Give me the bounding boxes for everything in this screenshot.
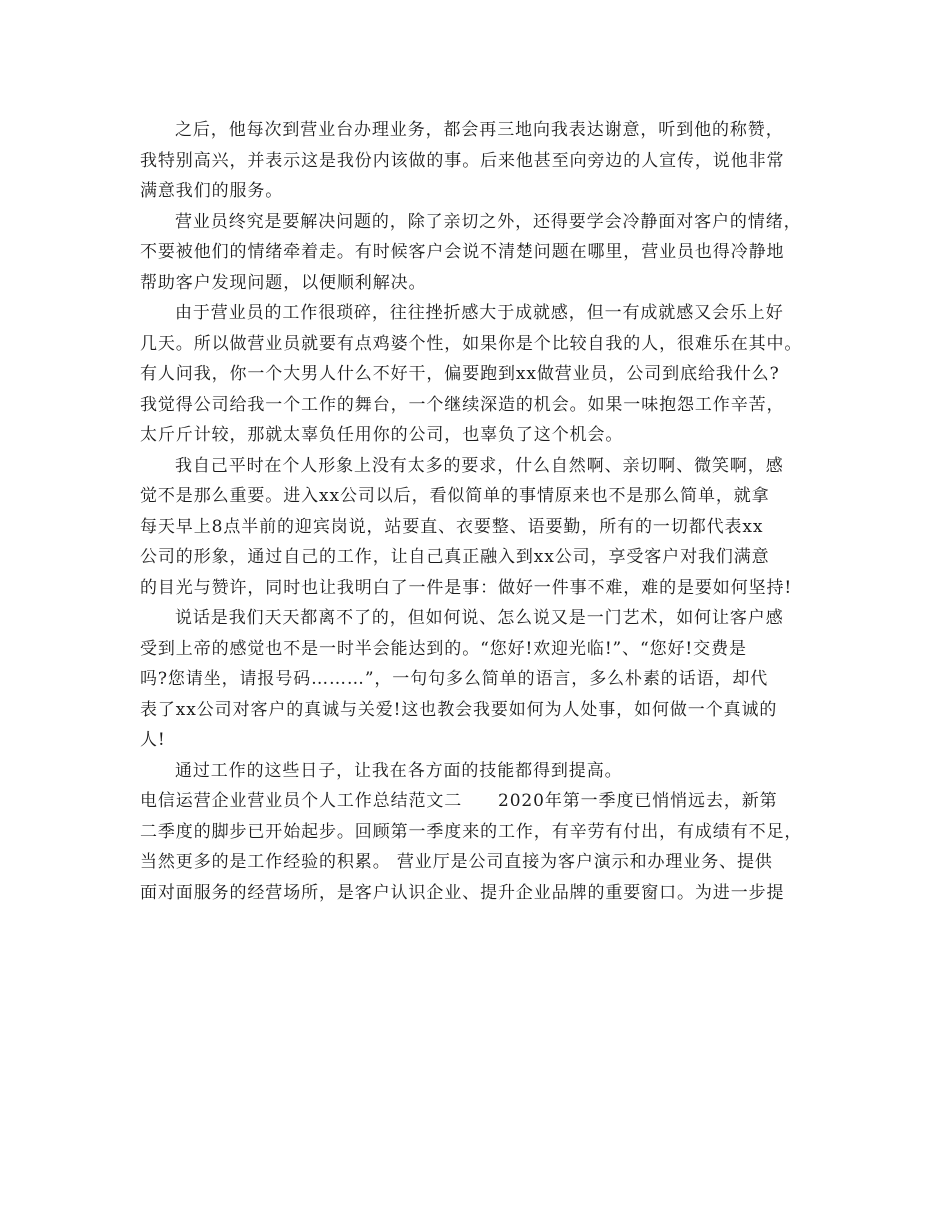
text-line: 吗?您请坐，请报号码………”，一句句多么简单的语言，多么朴素的话语，却代 [140, 669, 769, 689]
text-line: 人! [140, 730, 166, 750]
text-line: 太斤斤计较，那就太辜负任用你的公司，也辜负了这个机会。 [140, 425, 624, 445]
text-line: 受到上帝的感觉也不是一时半会能达到的。“您好!欢迎光临!”、“您好!交费是 [140, 638, 747, 659]
text-line: 通过工作的这些日子，让我在各方面的技能都得到提高。 [175, 760, 623, 781]
text-line: 营业员终究是要解决问题的，除了亲切之外，还得要学会冷静面对客户的情绪， [175, 211, 802, 232]
text-line: 说话是我们天天都离不了的，但如何说、怎么说又是一门艺术，如何让客户感 [175, 608, 784, 628]
text-line: 当然更多的是工作经验的积累。 营业厅是公司直接为客户演示和办理业务、提供 [140, 852, 773, 872]
text-line: 我自己平时在个人形象上没有太多的要求，什么自然啊、亲切啊、微笑啊，感 [175, 455, 784, 476]
text-line: 满意我们的服务。 [140, 181, 284, 201]
text-line: 每天早上8点半前的迎宾岗说，站要直、衣要整、语要勤，所有的一切都代表xx [140, 516, 764, 537]
text-line: 由于营业员的工作很琐碎，往往挫折感大于成就感，但一有成就感又会乐上好 [175, 303, 784, 323]
text-line: 表了xx公司对客户的真诚与关爱!这也教会我要如何为人处事，如何做一个真诚的 [140, 699, 778, 720]
text-line: 面对面服务的经营场所，是客户认识企业、提升企业品牌的重要窗口。为进一步提 [140, 882, 785, 903]
text-line: 公司的形象，通过自己的工作，让自己真正融入到xx公司，享受客户对我们满意 [140, 547, 770, 567]
text-line: 几天。所以做营业员就要有点鸡婆个性，如果你是个比较自我的人，很难乐在其中。 [140, 333, 803, 354]
text-line: 有人问我，你一个大男人什么不好干，偏要跑到xx做营业员，公司到底给我什么? [140, 364, 780, 384]
text-line: 之后，他每次到营业台办理业务，都会再三地向我表达谢意，听到他的称赞， [175, 120, 784, 140]
document-body [140, 115, 830, 908]
text-line: 不要被他们的情绪牵着走。有时候客户会说不清楚问题在哪里，营业员也得冷静地 [140, 242, 785, 262]
text-line: 电信运营企业营业员个人工作总结范文二 2020年第一季度已悄悄远去，新第 [140, 791, 778, 811]
text-line: 帮助客户发现问题，以便顺利解决。 [140, 272, 427, 293]
text-line: 觉不是那么重要。进入xx公司以后，看似简单的事情原来也不是那么简单，就拿 [140, 486, 770, 506]
text-line: 我觉得公司给我一个工作的舞台，一个继续深造的机会。如果一味抱怨工作辛苦， [140, 394, 785, 415]
text-line: 的目光与赞许，同时也让我明白了一件是事：做好一件事不难，难的是要如何坚持! [140, 577, 793, 598]
text-line: 二季度的脚步已开始起步。回顾第一季度来的工作，有辛劳有付出，有成绩有不足， [140, 821, 803, 842]
text-line: 我特别高兴，并表示这是我份内该做的事。后来他甚至向旁边的人宣传，说他非常 [140, 150, 785, 171]
